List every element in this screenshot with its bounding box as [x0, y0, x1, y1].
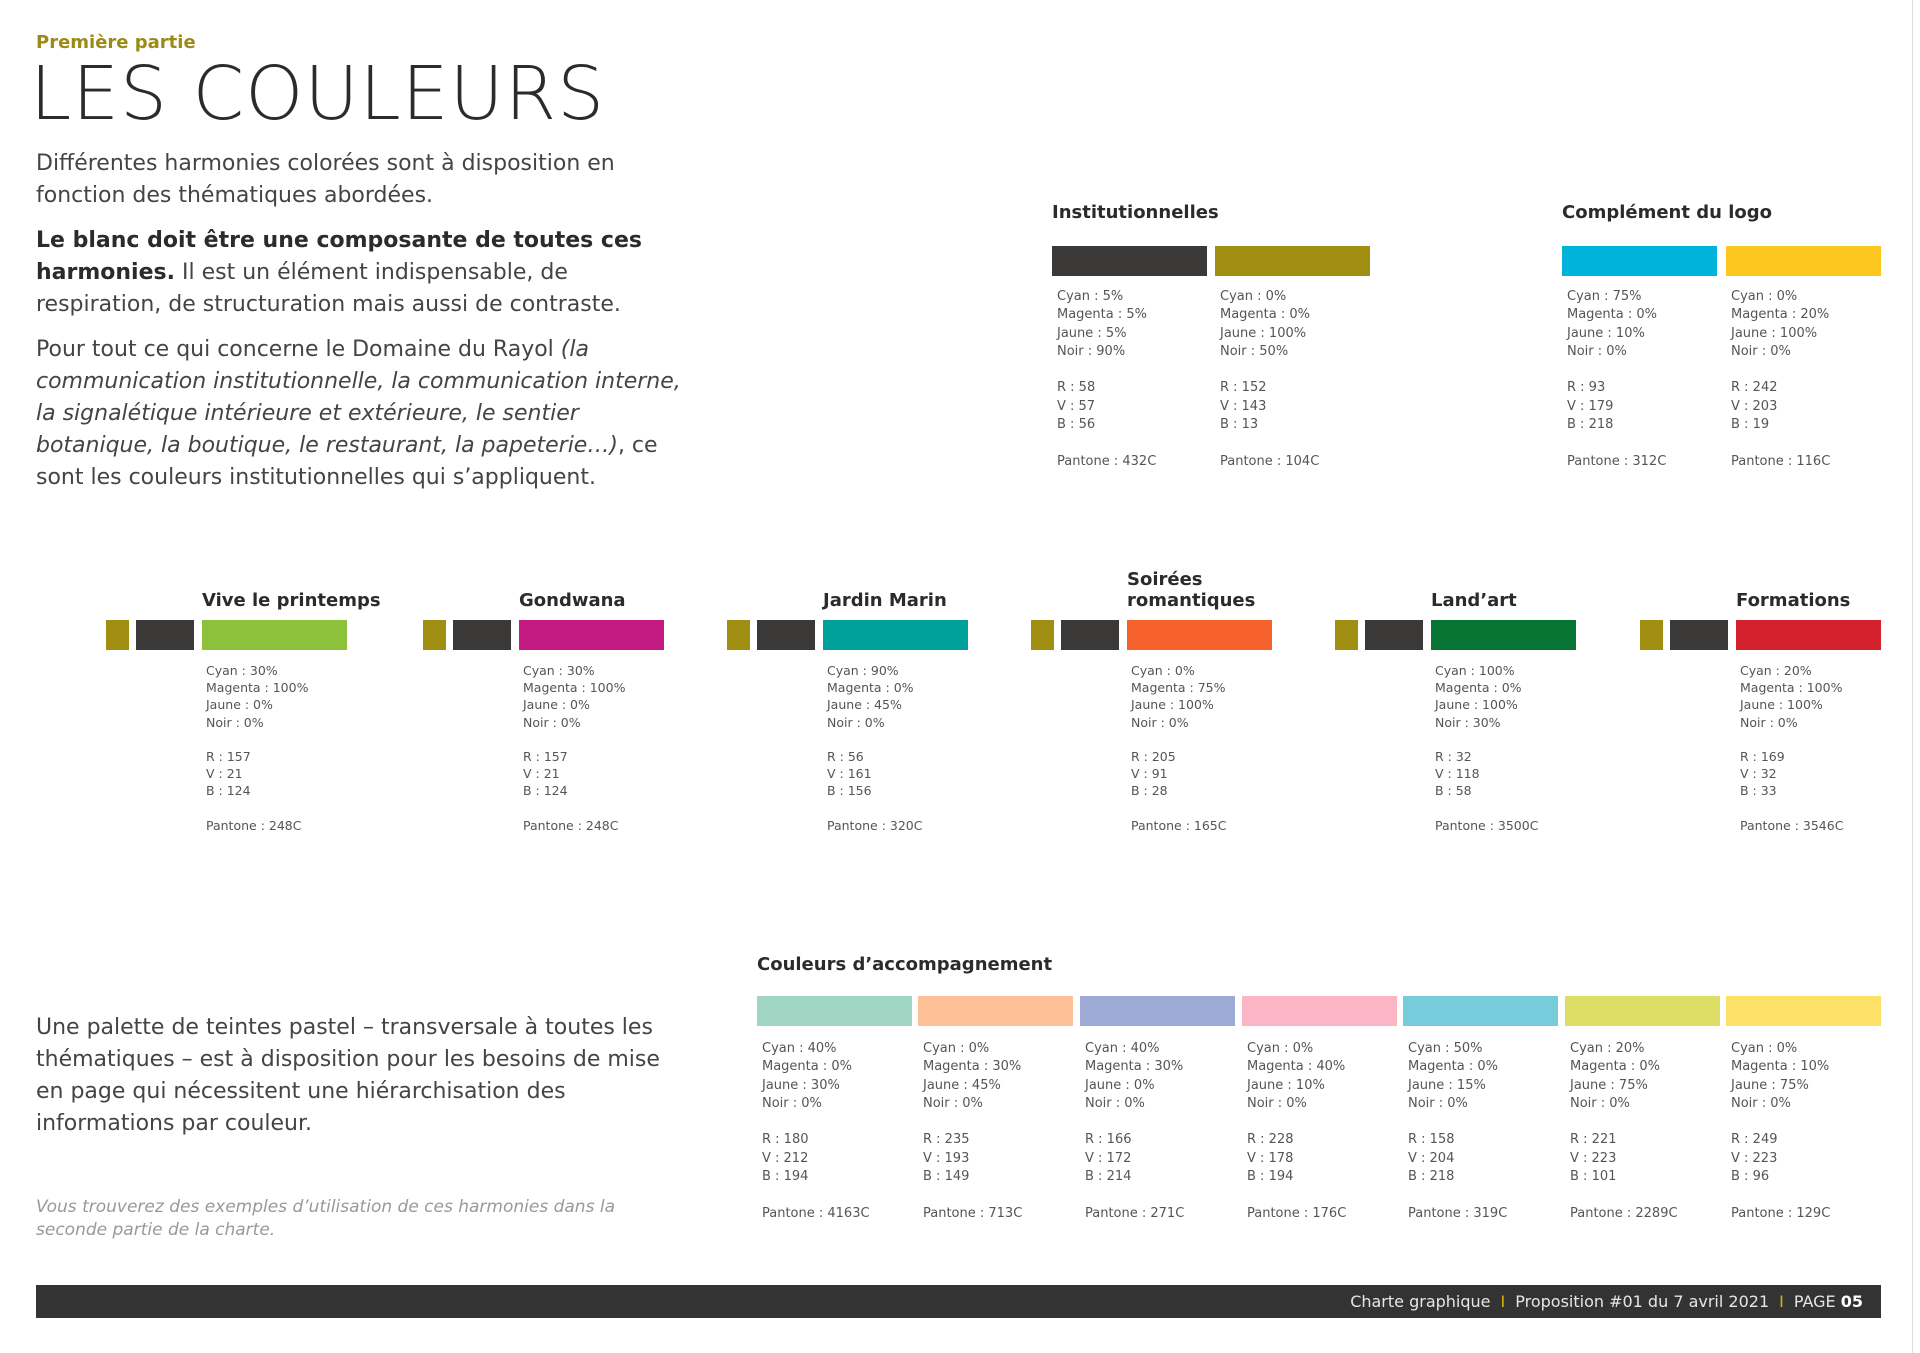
harmony-olive-swatch [1335, 620, 1358, 650]
spec-b: B : 58 [1435, 783, 1472, 799]
section-kicker: Première partie [36, 32, 196, 53]
spec-r: R : 158 [1408, 1132, 1455, 1148]
accompagnement-swatch-2 [918, 996, 1073, 1026]
spec-v: V : 178 [1247, 1150, 1294, 1166]
spec-v: V : 204 [1408, 1150, 1455, 1166]
spec-b: B : 124 [206, 783, 251, 799]
spec-pantone: Pantone : 320C [827, 817, 923, 833]
harmony-olive-swatch [1031, 620, 1054, 650]
spec-r: R : 157 [206, 749, 251, 764]
spec-noir: Noir : 0% [1131, 714, 1189, 730]
spec-jaune: Jaune : 100% [1220, 325, 1307, 341]
spec-noir: Noir : 0% [1731, 343, 1791, 359]
spec-noir: Noir : 0% [1731, 1095, 1791, 1111]
spec-jaune: Jaune : 30% [762, 1077, 840, 1093]
spec-b: B : 13 [1220, 417, 1259, 433]
spec-v: V : 179 [1567, 398, 1614, 414]
spec-b: B : 218 [1408, 1169, 1455, 1185]
intro-bold-statement: Le blanc doit être une composante de toutes ces harmonies. [36, 228, 642, 285]
spec-r: R : 169 [1740, 749, 1785, 764]
institutionnelles-spec-2 [1220, 288, 1319, 471]
spec-magenta: Magenta : 0% [1408, 1059, 1499, 1075]
institutionnelles-spec-1 [1057, 288, 1156, 471]
spec-magenta: Magenta : 0% [1567, 307, 1658, 323]
accompagnement-spec-4 [1247, 1040, 1346, 1223]
harmony-olive-swatch [106, 620, 129, 650]
harmony-main-swatch-soirees [1127, 620, 1272, 650]
spec-r: R : 228 [1247, 1132, 1294, 1148]
harmony-olive-swatch [727, 620, 750, 650]
spec-pantone: Pantone : 312C [1567, 453, 1667, 469]
accompagnement-swatch-4 [1242, 996, 1397, 1026]
spec-b: B : 28 [1131, 783, 1168, 799]
spec-r: R : 242 [1731, 380, 1778, 396]
spec-v: V : 143 [1220, 398, 1267, 414]
intro-text [36, 148, 686, 507]
spec-noir: Noir : 0% [1570, 1095, 1630, 1111]
spec-cyan: Cyan : 50% [1408, 1041, 1483, 1056]
spec-cyan: Cyan : 75% [1567, 289, 1642, 304]
footer-separator: I [1500, 1292, 1506, 1311]
spec-jaune: Jaune : 75% [1570, 1077, 1648, 1093]
spec-r: R : 249 [1731, 1132, 1778, 1148]
spec-cyan: Cyan : 0% [1247, 1041, 1314, 1056]
institutionnelles-swatch-2 [1215, 246, 1370, 276]
page-title: LES COULEURS [30, 51, 606, 137]
accompagnement-spec-7 [1731, 1040, 1830, 1223]
spec-magenta: Magenta : 40% [1247, 1059, 1346, 1075]
footer-page [1794, 1292, 1863, 1311]
spec-cyan: Cyan : 0% [923, 1041, 990, 1056]
harmony-olive-swatch [423, 620, 446, 650]
spec-b: B : 218 [1567, 417, 1614, 433]
harmony-olive-swatch [1640, 620, 1663, 650]
spec-v: V : 21 [523, 766, 560, 782]
spec-pantone: Pantone : 2289C [1570, 1205, 1678, 1221]
pastel-description: Une palette de teintes pastel – transversale à toutes les thématiques – est à disposition pour les besoins de mise en page qui nécessitent une hiérarchisation des informations par couleur. [36, 1015, 660, 1136]
harmony-main-swatch-printemps [202, 620, 347, 650]
institutionnelles-title: Institutionnelles [1052, 202, 1219, 223]
spec-magenta: Magenta : 0% [762, 1059, 853, 1075]
spec-b: B : 33 [1740, 783, 1777, 799]
spec-noir: Noir : 0% [206, 714, 264, 730]
spec-v: V : 193 [923, 1150, 970, 1166]
complement-swatch-1 [1562, 246, 1717, 276]
spec-cyan: Cyan : 0% [1731, 289, 1798, 304]
spec-v: V : 118 [1435, 766, 1480, 782]
spec-jaune: Jaune : 100% [1435, 697, 1518, 713]
intro-paragraph-3-italic: (la communication institutionnelle, la communication interne, la signalétique intérieure et extérieure, le sentier botanique, la boutique, le restaurant, la papeterie…) [36, 337, 681, 458]
spec-r: R : 221 [1570, 1132, 1617, 1148]
spec-b: B : 194 [762, 1169, 809, 1185]
spec-noir: Noir : 0% [827, 714, 885, 730]
spec-pantone: Pantone : 271C [1085, 1205, 1185, 1221]
spec-r: R : 58 [1057, 380, 1096, 396]
spec-pantone: Pantone : 713C [923, 1205, 1023, 1221]
spec-magenta: Magenta : 0% [1435, 680, 1522, 696]
spec-noir: Noir : 0% [1247, 1095, 1307, 1111]
harmony-dark-swatch [1365, 620, 1423, 650]
spec-r: R : 166 [1085, 1132, 1132, 1148]
harmony-title-line-2: romantiques [1127, 590, 1256, 611]
spec-cyan: Cyan : 20% [1740, 663, 1812, 678]
spec-noir: Noir : 30% [1435, 714, 1501, 730]
footer-separator: I [1779, 1292, 1784, 1311]
spec-noir: Noir : 0% [923, 1095, 983, 1111]
spec-jaune: Jaune : 10% [1567, 325, 1645, 341]
spec-b: B : 19 [1731, 417, 1770, 433]
spec-magenta: Magenta : 30% [1085, 1059, 1184, 1075]
intro-paragraph-3 [36, 334, 686, 494]
harmony-title-printemps: Vive le printemps [202, 590, 381, 611]
spec-v: V : 223 [1570, 1150, 1617, 1166]
spec-jaune: Jaune : 0% [523, 697, 590, 713]
spec-b: B : 194 [1247, 1169, 1294, 1185]
complement-title: Complément du logo [1562, 202, 1772, 223]
spec-cyan: Cyan : 100% [1435, 663, 1515, 678]
footer-page-number: 05 [1840, 1292, 1863, 1311]
spec-cyan: Cyan : 5% [1057, 289, 1124, 304]
spec-b: B : 156 [827, 783, 872, 799]
spec-v: V : 223 [1731, 1150, 1778, 1166]
spec-v: V : 21 [206, 766, 243, 782]
spec-v: V : 172 [1085, 1150, 1132, 1166]
spec-pantone: Pantone : 3500C [1435, 817, 1539, 833]
harmony-main-swatch-gondwana [519, 620, 664, 650]
harmony-main-swatch-formations [1736, 620, 1881, 650]
spec-magenta: Magenta : 10% [1731, 1059, 1830, 1075]
spec-r: R : 205 [1131, 749, 1176, 764]
harmony-title-soirees [1127, 569, 1255, 611]
complement-spec-1 [1567, 288, 1666, 471]
footer-document-name: Charte graphique [1350, 1292, 1491, 1311]
spec-jaune: Jaune : 10% [1247, 1077, 1325, 1093]
spec-b: B : 101 [1570, 1169, 1617, 1185]
harmony-main-swatch-landart [1431, 620, 1576, 650]
accompagnement-title: Couleurs d’accompagnement [757, 954, 1053, 975]
harmony-spec-soirees [1131, 662, 1226, 834]
spec-cyan: Cyan : 40% [1085, 1041, 1160, 1056]
spec-pantone: Pantone : 432C [1057, 453, 1157, 469]
spec-pantone: Pantone : 116C [1731, 453, 1831, 469]
spec-cyan: Cyan : 90% [827, 663, 899, 678]
spec-noir: Noir : 0% [1085, 1095, 1145, 1111]
harmony-spec-landart [1435, 662, 1538, 834]
complement-spec-2 [1731, 288, 1830, 471]
spec-r: R : 93 [1567, 380, 1606, 396]
spec-pantone: Pantone : 319C [1408, 1205, 1508, 1221]
spec-v: V : 203 [1731, 398, 1778, 414]
institutionnelles-swatch-1 [1052, 246, 1207, 276]
harmony-main-swatch-jardin-marin [823, 620, 968, 650]
accompagnement-spec-1 [762, 1040, 870, 1223]
spec-jaune: Jaune : 100% [1131, 697, 1214, 713]
spec-noir: Noir : 0% [762, 1095, 822, 1111]
harmony-dark-swatch [453, 620, 511, 650]
spec-magenta: Magenta : 0% [1220, 307, 1311, 323]
accompagnement-swatch-1 [757, 996, 912, 1026]
accompagnement-swatch-3 [1080, 996, 1235, 1026]
harmony-title-landart: Land’art [1431, 590, 1517, 611]
intro-paragraph-3-start: Pour tout ce qui concerne le Domaine du Rayol [36, 337, 561, 362]
spec-pantone: Pantone : 3546C [1740, 817, 1844, 833]
spec-noir: Noir : 0% [523, 714, 581, 730]
intro-paragraph-2 [36, 225, 686, 321]
harmony-spec-printemps [206, 662, 308, 834]
harmony-title-gondwana: Gondwana [519, 590, 626, 611]
spec-b: B : 149 [923, 1169, 970, 1185]
spec-cyan: Cyan : 0% [1731, 1041, 1798, 1056]
spec-jaune: Jaune : 5% [1057, 325, 1127, 341]
spec-b: B : 124 [523, 783, 568, 799]
spec-r: R : 235 [923, 1132, 970, 1148]
spec-r: R : 32 [1435, 749, 1472, 764]
spec-jaune: Jaune : 100% [1740, 697, 1823, 713]
spec-pantone: Pantone : 165C [1131, 817, 1227, 833]
spec-pantone: Pantone : 248C [206, 817, 302, 833]
spec-noir: Noir : 0% [1740, 714, 1798, 730]
spec-noir: Noir : 0% [1408, 1095, 1468, 1111]
spec-magenta: Magenta : 0% [827, 680, 914, 696]
spec-magenta: Magenta : 100% [206, 680, 309, 696]
harmony-dark-swatch [1670, 620, 1728, 650]
spec-jaune: Jaune : 15% [1408, 1077, 1486, 1093]
accompagnement-spec-5 [1408, 1040, 1507, 1223]
accompagnement-swatch-7 [1726, 996, 1881, 1026]
spec-jaune: Jaune : 0% [206, 697, 273, 713]
spec-pantone: Pantone : 176C [1247, 1205, 1347, 1221]
harmony-dark-swatch [1061, 620, 1119, 650]
spec-cyan: Cyan : 0% [1220, 289, 1287, 304]
harmony-spec-jardin-marin [827, 662, 922, 834]
intro-paragraph-1: Différentes harmonies colorées sont à disposition en fonction des thématiques abordées. [36, 151, 615, 208]
spec-r: R : 180 [762, 1132, 809, 1148]
examples-note: Vous trouverez des exemples d’utilisation de ces harmonies dans la seconde partie de la charte. [36, 1197, 615, 1240]
spec-jaune: Jaune : 75% [1731, 1077, 1809, 1093]
spec-v: V : 57 [1057, 398, 1096, 414]
spec-b: B : 56 [1057, 417, 1096, 433]
harmony-spec-gondwana [523, 662, 625, 834]
accompagnement-spec-3 [1085, 1040, 1184, 1223]
footer-page-label: PAGE [1793, 1292, 1836, 1311]
complement-swatch-2 [1726, 246, 1881, 276]
harmony-dark-swatch [136, 620, 194, 650]
accompagnement-swatch-5 [1403, 996, 1558, 1026]
page-edge [1912, 0, 1920, 1353]
spec-noir: Noir : 90% [1057, 343, 1126, 359]
spec-cyan: Cyan : 40% [762, 1041, 837, 1056]
spec-r: R : 56 [827, 749, 864, 764]
spec-jaune: Jaune : 45% [827, 697, 902, 713]
spec-b: B : 214 [1085, 1169, 1132, 1185]
intro-paragraph-3-end: , ce sont les couleurs institutionnelles qui s’appliquent. [36, 433, 658, 490]
spec-magenta: Magenta : 20% [1731, 307, 1830, 323]
spec-magenta: Magenta : 30% [923, 1059, 1022, 1075]
spec-r: R : 152 [1220, 380, 1267, 396]
spec-jaune: Jaune : 100% [1731, 325, 1818, 341]
spec-magenta: Magenta : 0% [1570, 1059, 1661, 1075]
spec-magenta: Magenta : 100% [523, 680, 626, 696]
spec-magenta: Magenta : 100% [1740, 680, 1843, 696]
spec-v: V : 32 [1740, 766, 1777, 782]
intro-paragraph-2-rest: Il est un élément indispensable, de respiration, de structuration mais aussi de contraste. [36, 260, 621, 317]
spec-pantone: Pantone : 104C [1220, 453, 1320, 469]
spec-v: V : 212 [762, 1150, 809, 1166]
spec-jaune: Jaune : 0% [1085, 1077, 1155, 1093]
spec-noir: Noir : 50% [1220, 343, 1289, 359]
spec-cyan: Cyan : 30% [206, 663, 278, 678]
accompagnement-spec-2 [923, 1040, 1022, 1223]
spec-v: V : 91 [1131, 766, 1168, 782]
spec-pantone: Pantone : 248C [523, 817, 619, 833]
accompagnement-swatch-6 [1565, 996, 1720, 1026]
spec-cyan: Cyan : 30% [523, 663, 595, 678]
accompagnement-spec-6 [1570, 1040, 1678, 1223]
harmony-title-line-1: Soirées [1127, 569, 1203, 590]
harmony-title-formations: Formations [1736, 590, 1851, 611]
spec-jaune: Jaune : 45% [923, 1077, 1001, 1093]
harmony-dark-swatch [757, 620, 815, 650]
harmony-spec-formations [1740, 662, 1843, 834]
spec-noir: Noir : 0% [1567, 343, 1627, 359]
spec-r: R : 157 [523, 749, 568, 764]
footer-bar [36, 1285, 1881, 1318]
spec-magenta: Magenta : 5% [1057, 307, 1148, 323]
spec-pantone: Pantone : 4163C [762, 1205, 870, 1221]
footer-proposal: Proposition #01 du 7 avril 2021 [1515, 1292, 1770, 1311]
harmony-title-jardin-marin: Jardin Marin [823, 590, 947, 611]
spec-magenta: Magenta : 75% [1131, 680, 1226, 696]
spec-pantone: Pantone : 129C [1731, 1205, 1831, 1221]
spec-v: V : 161 [827, 766, 872, 782]
spec-cyan: Cyan : 0% [1131, 663, 1195, 678]
spec-b: B : 96 [1731, 1169, 1770, 1185]
spec-cyan: Cyan : 20% [1570, 1041, 1645, 1056]
